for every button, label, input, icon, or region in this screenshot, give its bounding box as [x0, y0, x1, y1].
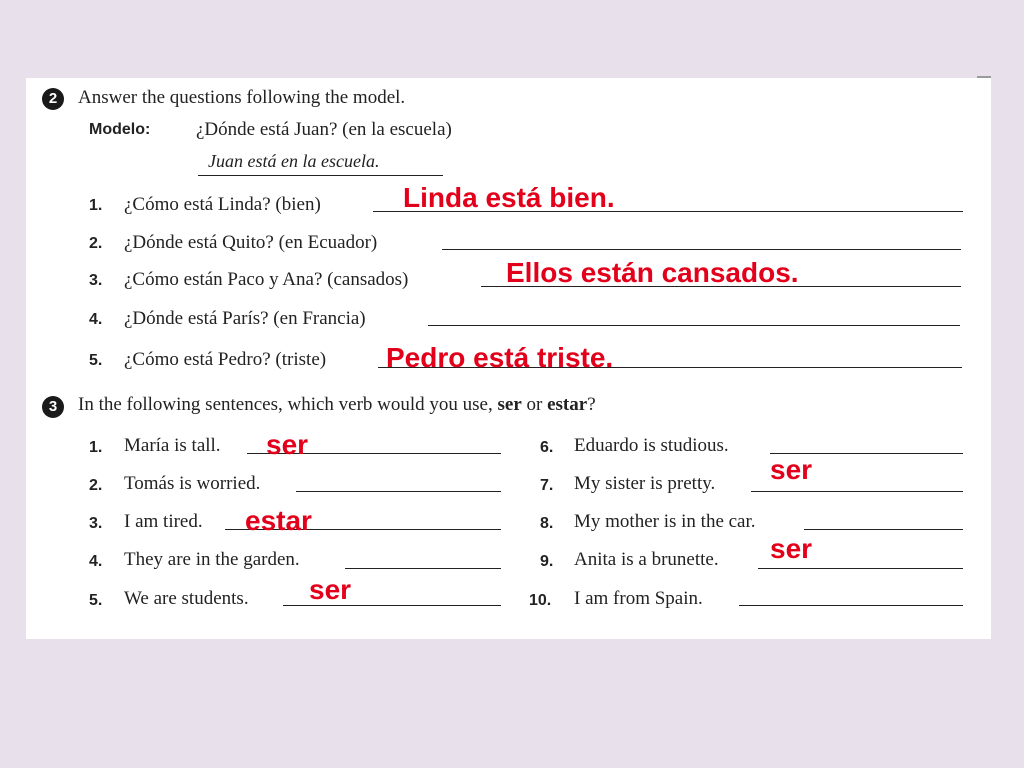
- handwritten-answer: estar: [245, 505, 312, 536]
- item-number: 1.: [89, 197, 103, 214]
- or-text: or: [521, 394, 548, 415]
- item-number: 2.: [89, 477, 103, 494]
- item-number: 3.: [89, 272, 103, 289]
- model-answer-line: [198, 175, 443, 176]
- item-number: 2.: [89, 235, 103, 252]
- question-mark: ?: [587, 394, 596, 415]
- section-2-instruction: Answer the questions following the model.: [78, 87, 406, 108]
- item-sentence: Tomás is worried.: [124, 473, 261, 494]
- model-question: ¿Dónde está Juan? (en la escuela): [196, 119, 452, 140]
- item-number: 7.: [540, 477, 554, 494]
- item-sentence: My mother is in the car.: [574, 511, 756, 532]
- answer-line[interactable]: [751, 491, 963, 492]
- item-question: ¿Cómo está Pedro? (triste): [124, 349, 327, 370]
- item-number: 8.: [540, 515, 554, 532]
- item-number: 4.: [89, 311, 103, 328]
- item-sentence: My sister is pretty.: [574, 473, 716, 494]
- item-number: 10.: [529, 592, 552, 609]
- handwritten-answer: Ellos están cansados.: [506, 257, 799, 288]
- answer-line[interactable]: [804, 529, 963, 530]
- item-question: ¿Cómo están Paco y Ana? (cansados): [124, 269, 409, 290]
- answer-line[interactable]: [428, 325, 960, 326]
- handwritten-answer: ser: [770, 454, 813, 485]
- item-sentence: We are students.: [124, 588, 249, 609]
- handwritten-answer: Linda está bien.: [403, 182, 615, 213]
- handwritten-answer: ser: [770, 533, 813, 564]
- item-number: 6.: [540, 439, 554, 456]
- section-3-instruction: [78, 394, 596, 416]
- item-number: 5.: [89, 592, 103, 609]
- item-number: 5.: [89, 352, 103, 369]
- section-2-badge: 2: [42, 88, 64, 110]
- item-number: 3.: [89, 515, 103, 532]
- item-number: 9.: [540, 553, 554, 570]
- ser-keyword: ser: [497, 394, 522, 415]
- item-sentence: Eduardo is studious.: [574, 435, 729, 456]
- answer-line[interactable]: [345, 568, 501, 569]
- item-number: 1.: [89, 439, 103, 456]
- item-sentence: I am from Spain.: [574, 588, 703, 609]
- item-question: ¿Dónde está Quito? (en Ecuador): [124, 232, 378, 253]
- handwritten-answer: ser: [266, 429, 309, 460]
- instruction-text: In the following sentences, which verb would you use,: [78, 394, 498, 415]
- corner-mark: [977, 76, 991, 78]
- answer-line[interactable]: [442, 249, 961, 250]
- model-answer: Juan está en la escuela.: [208, 151, 380, 171]
- handwritten-answer: Pedro está triste.: [386, 342, 614, 373]
- item-number: 4.: [89, 553, 103, 570]
- answer-line[interactable]: [758, 568, 963, 569]
- model-label: Modelo:: [89, 121, 151, 138]
- estar-keyword: estar: [547, 394, 588, 415]
- item-question: ¿Dónde está París? (en Francia): [124, 308, 366, 329]
- item-sentence: They are in the garden.: [124, 549, 300, 570]
- item-sentence: Anita is a brunette.: [574, 549, 719, 570]
- item-sentence: María is tall.: [124, 435, 221, 456]
- answer-line[interactable]: [296, 491, 501, 492]
- answer-line[interactable]: [739, 605, 963, 606]
- handwritten-answer: ser: [309, 574, 352, 605]
- section-3-badge: 3: [42, 396, 64, 418]
- item-sentence: I am tired.: [124, 511, 203, 532]
- item-question: ¿Cómo está Linda? (bien): [124, 194, 321, 215]
